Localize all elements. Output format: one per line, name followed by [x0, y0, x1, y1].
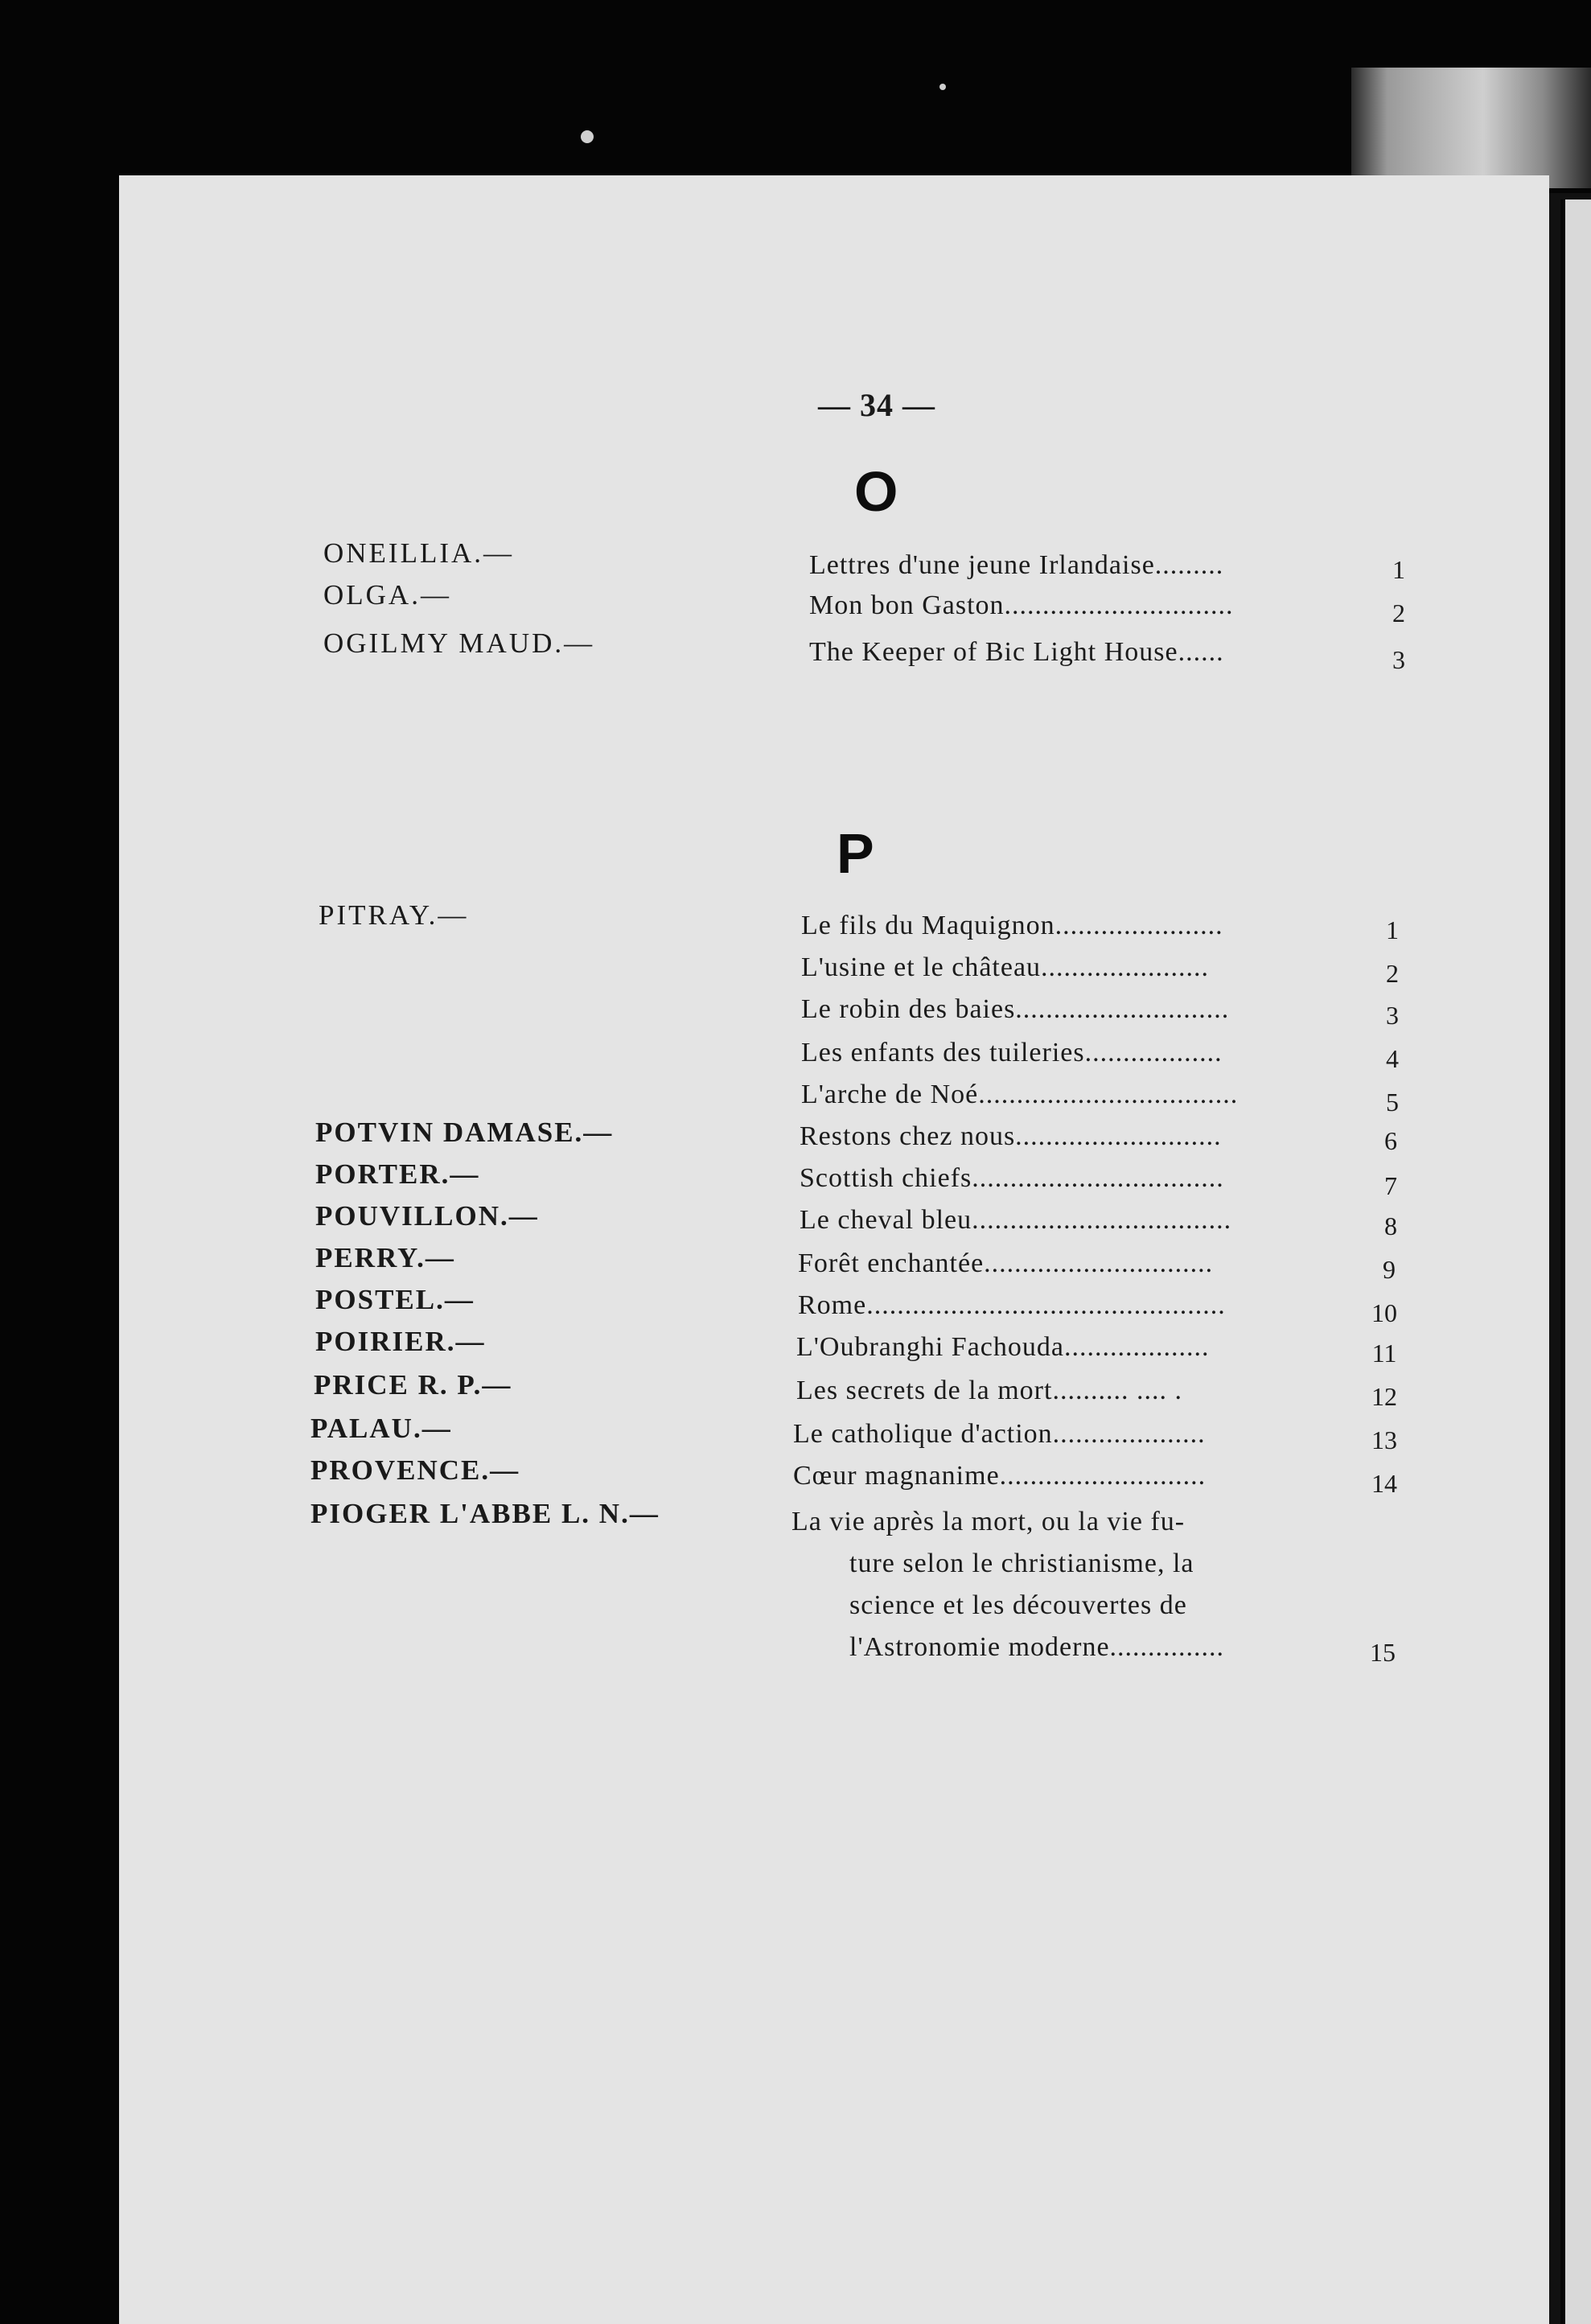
book-title: Le catholique d'action....................	[793, 1419, 1206, 1449]
entry-number: 12	[1371, 1382, 1397, 1411]
entry-number: 10	[1371, 1298, 1397, 1327]
book-title: Rome...............................................	[798, 1290, 1226, 1320]
section-letter-p: P	[837, 822, 874, 885]
adjacent-page-strip	[1351, 68, 1591, 188]
book-title: The Keeper of Bic Light House......	[809, 637, 1224, 667]
entry-number: 2	[1392, 598, 1405, 627]
author-name: OGILMY MAUD.—	[323, 627, 595, 659]
entry-number: 14	[1371, 1469, 1397, 1498]
author-name: POSTEL.—	[315, 1284, 475, 1315]
book-title: Scottish chiefs.................................	[800, 1163, 1224, 1193]
book-title: Le cheval bleu..................................	[800, 1205, 1232, 1235]
author-name: POTVIN DAMASE.—	[315, 1117, 614, 1148]
author-name: ONEILLIA.—	[323, 537, 515, 569]
adjacent-page-edge	[1560, 199, 1591, 2324]
book-title: Le robin des baies............................	[801, 994, 1230, 1024]
title-line: La vie après la mort, ou la vie fu-	[791, 1507, 1186, 1536]
author-name: PALAU.—	[310, 1413, 452, 1444]
entry-number: 11	[1371, 1339, 1397, 1368]
author-name: POUVILLON.—	[315, 1200, 539, 1232]
author-name: POIRIER.—	[315, 1326, 486, 1357]
book-title: Les enfants des tuileries..................	[801, 1038, 1223, 1067]
entry-number: 8	[1384, 1211, 1397, 1240]
entry-number: 2	[1386, 959, 1399, 988]
film-speck	[581, 130, 594, 143]
author-name: PERRY.—	[315, 1242, 455, 1273]
entry-number: 13	[1371, 1425, 1397, 1454]
entry-number: 15	[1370, 1638, 1396, 1667]
entry-number: 7	[1384, 1171, 1397, 1200]
book-title-multiline	[791, 1501, 1322, 1668]
title-line: l'Astronomie moderne...............	[849, 1632, 1225, 1662]
book-title: Lettres d'une jeune Irlandaise.........	[809, 550, 1224, 580]
entry-number: 6	[1384, 1126, 1397, 1155]
book-title: Cœur magnanime...........................	[793, 1461, 1207, 1491]
author-name: PORTER.—	[315, 1158, 480, 1190]
section-letter-o: O	[854, 460, 898, 523]
film-speck	[939, 84, 946, 90]
book-title: L'Oubranghi Fachouda...................	[796, 1332, 1210, 1362]
page-number: — 34 —	[818, 387, 935, 423]
entry-number: 4	[1386, 1044, 1399, 1073]
book-title: Forêt enchantée..............................	[798, 1248, 1214, 1278]
entry-number: 3	[1386, 1001, 1399, 1030]
entry-number: 1	[1386, 915, 1399, 944]
book-title: Le fils du Maquignon......................	[801, 911, 1223, 940]
book-title: L'arche de Noé..................................	[801, 1080, 1239, 1109]
book-title: Les secrets de la mort.......... .... .	[796, 1376, 1182, 1405]
entry-number: 3	[1392, 645, 1405, 674]
author-name: PROVENCE.—	[310, 1454, 520, 1486]
title-line: science et les découvertes de	[849, 1590, 1187, 1620]
book-title: L'usine et le château......................	[801, 952, 1210, 982]
author-name: PIOGER L'ABBE L. N.—	[310, 1498, 660, 1529]
book-title: Mon bon Gaston..............................	[809, 590, 1234, 620]
author-name: PITRAY.—	[319, 899, 469, 931]
author-name: OLGA.—	[323, 579, 451, 611]
author-name: PRICE R. P.—	[314, 1369, 512, 1401]
title-line: ture selon le christianisme, la	[849, 1549, 1194, 1578]
book-title: Restons chez nous...........................	[800, 1121, 1222, 1151]
entry-number: 9	[1383, 1255, 1396, 1284]
entry-number: 5	[1386, 1088, 1399, 1117]
entry-number: 1	[1392, 555, 1405, 584]
